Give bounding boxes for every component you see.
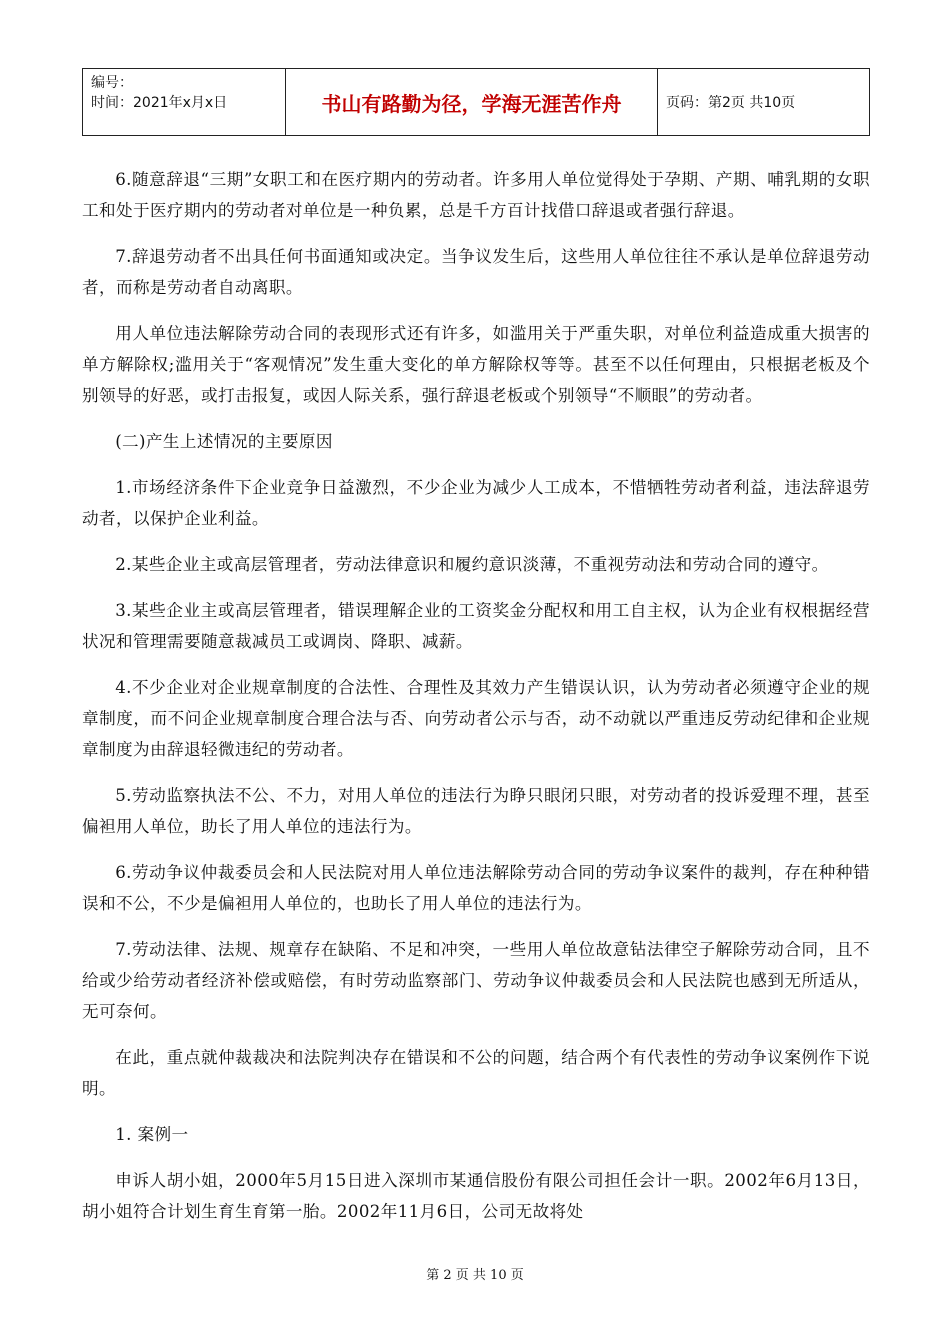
- paragraph: 6.劳动争议仲裁委员会和人民法院对用人单位违法解除劳动合同的劳动争议案件的裁判，存在种种错误和不公，不少是偏袒用人单位的，也助长了用人单位的违法行为。: [82, 863, 870, 913]
- paragraph: 7.劳动法律、法规、规章存在缺陷、不足和冲突，一些用人单位故意钻法律空子解除劳动合同，且不给或少给劳动者经济补偿或赔偿，有时劳动监察部门、劳动争议仲裁委员会和人民法院也感到无所适从，无可奈何。: [82, 940, 870, 1021]
- paragraph: 在此，重点就仲裁裁决和法院判决存在错误和不公的问题，结合两个有代表性的劳动争议案例作下说明。: [82, 1048, 870, 1098]
- section-heading: (二)产生上述情况的主要原因: [115, 432, 333, 451]
- paragraph: 1.市场经济条件下企业竞争日益激烈，不少企业为减少人工成本，不惜牺牲劳动者利益，违法辞退劳动者，以保护企业利益。: [82, 478, 870, 528]
- paragraph: 申诉人胡小姐，2000年5月15日进入深圳市某通信股份有限公司担任会计一职。2002年6月13日，胡小姐符合计划生育生育第一胎。2002年11月6日，公司无故将处: [82, 1171, 870, 1221]
- paragraph: 6.随意辞退“三期”女职工和在医疗期内的劳动者。许多用人单位觉得处于孕期、产期、哺乳期的女职工和处于医疗期内的劳动者对单位是一种负累，总是千方百计找借口辞退或者强行辞退。: [82, 170, 870, 220]
- paragraph: 5.劳动监察执法不公、不力，对用人单位的违法行为睁只眼闭只眼，对劳动者的投诉爱理不理，甚至偏袒用人单位，助长了用人单位的违法行为。: [82, 786, 870, 836]
- document-body: [82, 164, 870, 1242]
- paragraph: 2.某些企业主或高层管理者，劳动法律意识和履约意识淡薄，不重视劳动法和劳动合同的遵守。: [115, 555, 829, 574]
- paragraph: 3.某些企业主或高层管理者，错误理解企业的工资奖金分配权和用工自主权，认为企业有权根据经营状况和管理需要随意裁减员工或调岗、降职、减薪。: [82, 601, 870, 651]
- header-page-number: 页码：第2页 共10页: [666, 95, 796, 111]
- header-meta: [83, 69, 286, 135]
- page-header: [82, 68, 870, 136]
- paragraph: 用人单位违法解除劳动合同的表现形式还有许多，如滥用关于严重失职，对单位利益造成重大损害的单方解除权;滥用关于“客观情况”发生重大变化的单方解除权等等。甚至不以任何理由，只根据老板及个别领导的好恶，或打击报复，或因人际关系，强行辞退老板或个别领导“不顺眼”的劳动者。: [82, 324, 870, 405]
- document-date: 时间：2021年x月x日: [91, 95, 228, 111]
- paragraph: 4.不少企业对企业规章制度的合法性、合理性及其效力产生错误认识，认为劳动者必须遵守企业的规章制度，而不问企业规章制度合理合法与否、向劳动者公示与否，动不动就以严重违反劳动纪律和企业规章制度为由辞退轻微违纪的劳动者。: [82, 678, 870, 759]
- case-heading: 1. 案例一: [115, 1125, 189, 1144]
- document-number: 编号：: [91, 75, 133, 91]
- paragraph: 7.辞退劳动者不出具任何书面通知或决定。当争议发生后，这些用人单位往往不承认是单位辞退劳动者，而称是劳动者自动离职。: [82, 247, 870, 297]
- page-footer: 第 2 页 共 10 页: [426, 1268, 524, 1283]
- header-motto: 书山有路勤为径，学海无涯苦作舟: [286, 69, 658, 135]
